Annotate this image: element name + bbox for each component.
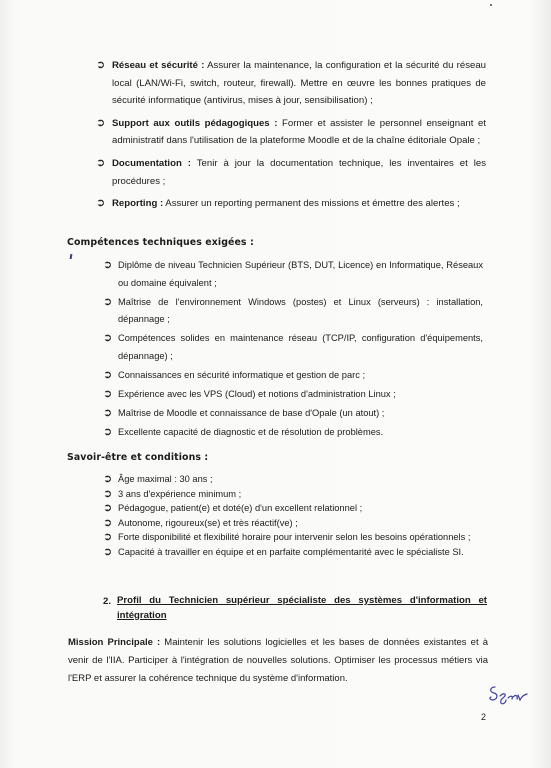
item-text: Autonome, rigoureux(se) et très réactif(ve) ;	[118, 517, 298, 528]
item-text: Assurer un reporting permanent des missions et émettre des alertes ;	[163, 198, 460, 210]
mission-text: Maintenir les solutions logicielles et les bases de données existantes et à venir de l'IIA. Participer à l'intégration de nouvelles solutions. Optimiser les processus métiers via l'ERP et assurer la cohérence technique du système d'information.	[68, 637, 488, 684]
arrow-bullet-icon: ➲	[96, 116, 106, 129]
arrow-bullet-icon: ➲	[103, 502, 113, 514]
item-label: Support aux outils pédagogiques :	[112, 117, 278, 129]
list-item	[103, 367, 483, 385]
list-item	[96, 155, 486, 190]
list-item	[103, 488, 488, 501]
list-item	[103, 502, 488, 515]
item-text: Âge maximal : 30 ans ;	[118, 474, 213, 484]
section-heading-savoir-etre: Savoir-être et conditions :	[67, 452, 209, 463]
list-item	[103, 330, 483, 365]
arrow-bullet-icon: ➲	[103, 531, 113, 543]
arrow-bullet-icon: ➲	[103, 516, 113, 529]
item-text: Tenir à jour la documentation technique, les inventaires et les procédures ;	[112, 157, 486, 187]
item-label: Reporting :	[112, 198, 164, 210]
list-item	[96, 115, 486, 150]
arrow-bullet-icon: ➲	[103, 487, 113, 500]
list-item	[96, 195, 486, 213]
item-text: Expérience avec les VPS (Cloud) et notions d'administration Linux ;	[118, 388, 396, 399]
section-heading-competences: Compétences techniques exigées :	[67, 237, 254, 248]
arrow-bullet-icon: ➲	[103, 295, 113, 308]
item-text: Capacité à travailler en équipe et en parfaite complémentarité avec le spécialiste SI.	[118, 546, 464, 557]
arrow-bullet-icon: ➲	[103, 545, 113, 558]
list-item	[103, 546, 488, 559]
competences-list	[103, 257, 483, 443]
list-item	[96, 57, 486, 110]
section-number: 2.	[103, 596, 112, 607]
arrow-bullet-icon: ➲	[103, 332, 113, 344]
arrow-bullet-icon: ➲	[103, 425, 113, 438]
item-text: Maîtrise de Moodle et connaissance de base d'Opale (un atout) ;	[118, 407, 385, 418]
mission-principale-paragraph	[68, 634, 488, 688]
pen-tick-mark	[70, 254, 72, 259]
arrow-bullet-icon: ➲	[103, 259, 113, 271]
scan-speck	[490, 4, 492, 6]
mission-label: Mission Principale :	[68, 637, 161, 648]
arrow-bullet-icon: ➲	[103, 368, 113, 381]
list-item	[103, 405, 483, 423]
item-text: Forte disponibilité et flexibilité horaire pour intervenir selon les besoins opérationnels ;	[118, 532, 471, 542]
item-text: Compétences solides en maintenance réseau (TCP/IP, configuration d'équipements, dépannage) ;	[118, 333, 483, 361]
savoir-etre-list	[103, 473, 488, 560]
item-label: Réseau et sécurité :	[112, 60, 205, 71]
item-text: Assurer la maintenance, la configuration et la sécurité du réseau local (LAN/Wi-Fi, switch, routeur, firewall). Mettre en œuvre les bonnes pratiques de sécurité informatique (antivirus, mises à jour, sensibilisation) ;	[112, 60, 486, 107]
arrow-bullet-icon: ➲	[96, 59, 106, 71]
missions-list	[96, 57, 486, 218]
arrow-bullet-icon: ➲	[103, 387, 113, 400]
item-text: Connaissances en sécurité informatique et gestion de parc ;	[118, 369, 366, 380]
item-text: Excellente capacité de diagnostic et de résolution de problèmes.	[118, 426, 384, 437]
arrow-bullet-icon: ➲	[103, 406, 113, 419]
item-text: Pédagogue, patient(e) et doté(e) d'un excellent relationnel ;	[118, 503, 363, 513]
arrow-bullet-icon: ➲	[103, 473, 113, 485]
list-item	[103, 473, 488, 486]
item-label: Documentation :	[112, 157, 191, 169]
list-item	[103, 294, 483, 329]
list-item	[103, 517, 488, 530]
item-text: 3 ans d'expérience minimum ;	[118, 488, 242, 499]
item-text: Maîtrise de l'environnement Windows (postes) et Linux (serveurs) : installation, dépannage ;	[118, 296, 483, 324]
list-item	[103, 531, 488, 544]
item-text: Diplôme de niveau Technicien Supérieur (BTS, DUT, Licence) en Informatique, Réseaux ou domaine équivalent ;	[118, 260, 483, 288]
section-title: Profil du Technicien supérieur spécialiste des systèmes d'information et intégration	[117, 595, 487, 621]
signature-initials-icon	[487, 683, 531, 707]
arrow-bullet-icon: ➲	[96, 197, 106, 210]
list-item	[103, 386, 483, 404]
item-text: Former et assister le personnel enseignant et administratif dans l'utilisation de la plateforme Moodle et de la chaîne éditoriale Opale ;	[112, 117, 486, 147]
list-item	[103, 424, 483, 442]
arrow-bullet-icon: ➲	[96, 156, 106, 169]
page-number: 2	[481, 712, 487, 722]
list-item	[103, 257, 483, 292]
